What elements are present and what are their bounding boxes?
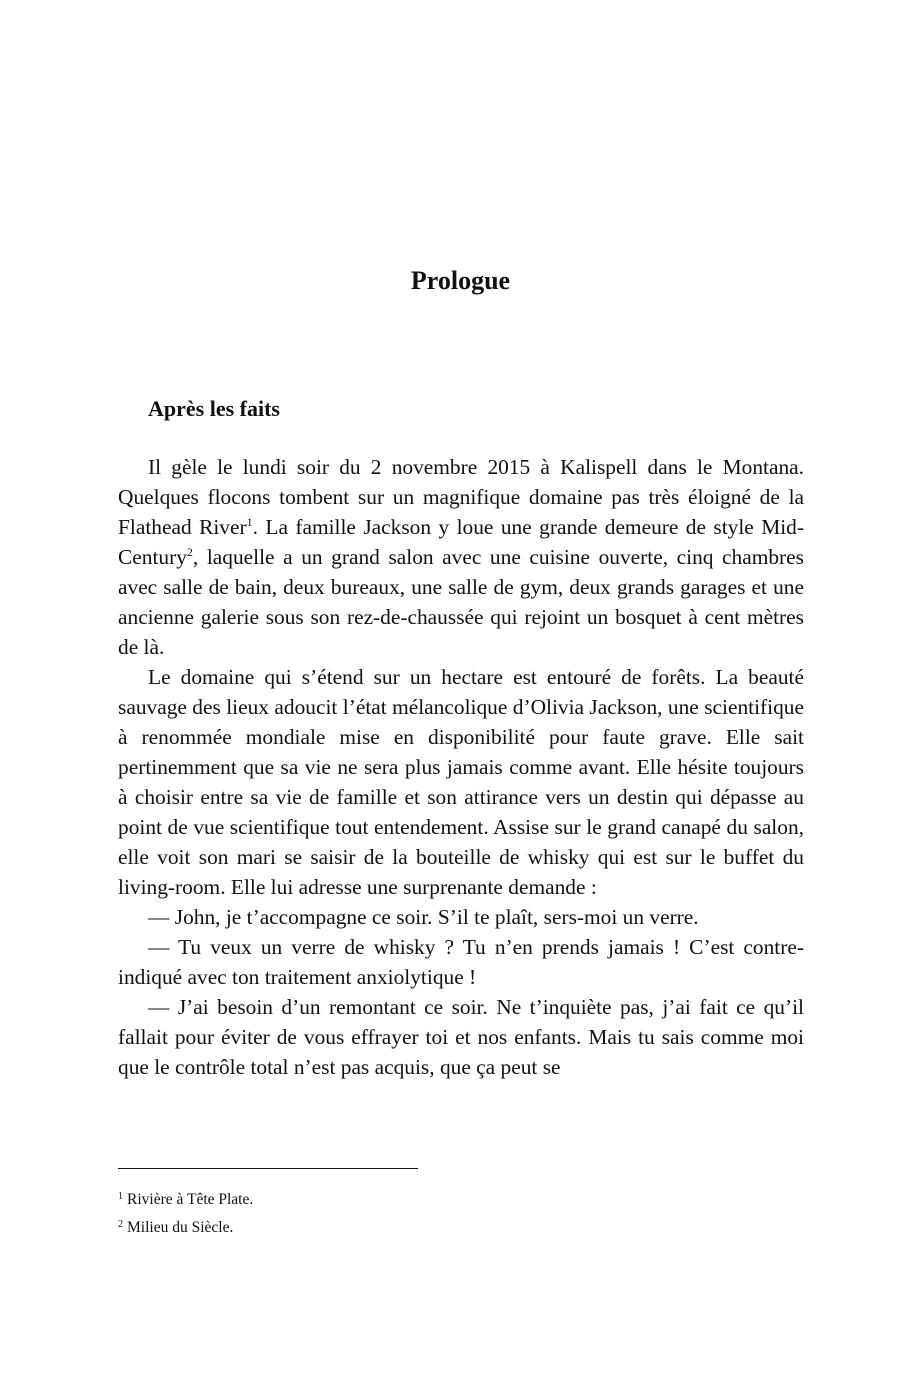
paragraph-1-part-2: . La famille Jackson y loue une grande demeure de style Mid-Century [118, 515, 804, 569]
footnote-2-number: 2 [118, 1219, 123, 1230]
footnote-ref-1: 1 [246, 515, 253, 529]
paragraph-1-part-3: , laquelle a un grand salon avec une cuisine ouverte, cinq chambres avec salle de bain, deux bureaux, une salle de gym, deux grands garages et une ancienne galerie sous son rez-de-chaussée qui rejoint un bosquet à cent mètres de là. [118, 545, 804, 659]
footnote-2 [118, 1212, 804, 1240]
paragraph-1 [118, 452, 804, 662]
paragraph-2: Le domaine qui s’étend sur un hectare est entouré de forêts. La beauté sauvage des lieux adoucit l’état mélancolique d’Olivia Jackson, une scientifique à renommée mondiale mise en disponibilité pour faute grave. Elle sait pertinemment que sa vie ne sera plus jamais comme avant. Elle hésite toujours à choisir entre sa vie de famille et son attirance vers un destin qui dépasse au point de vue scientifique tout entendement. Assise sur le grand canapé du salon, elle voit son mari se saisir de la bouteille de whisky qui est sur le buffet du living-room. Elle lui adresse une surprenante demande : [118, 665, 804, 899]
dialogue-line-2: — Tu veux un verre de whisky ? Tu n’en prends jamais ! C’est contre-indiqué avec ton traitement anxiolytique ! [118, 935, 804, 989]
dialogue-line-1: — John, je t’accompagne ce soir. S’il te plaît, sers-moi un verre. [148, 905, 699, 929]
dialogue-line-3: — J’ai besoin d’un remontant ce soir. Ne t’inquiète pas, j’ai fait ce qu’il fallait pour éviter de vous effrayer toi et nos enfants. Mais tu sais comme moi que le contrôle total n’est pas acquis, que ça peut se [118, 995, 804, 1079]
section-title: Après les faits [148, 396, 280, 421]
footnote-1-number: 1 [118, 1191, 123, 1202]
footnote-2-text: Milieu du Siècle. [127, 1219, 234, 1236]
footnote-1-text: Rivière à Tête Plate. [127, 1191, 254, 1208]
paragraph-1-part-1: Il gèle le lundi soir du 2 novembre 2015 à Kalispell dans le Montana. Quelques flocons tombent sur un magnifique domaine pas très éloigné de la Flathead River [118, 455, 804, 539]
footnote-divider [118, 1168, 418, 1169]
footnote-1 [118, 1184, 804, 1212]
body-text [118, 452, 804, 1082]
footnote-ref-2: 2 [186, 545, 193, 559]
chapter-title: Prologue [410, 266, 511, 295]
footnotes [118, 1184, 804, 1240]
